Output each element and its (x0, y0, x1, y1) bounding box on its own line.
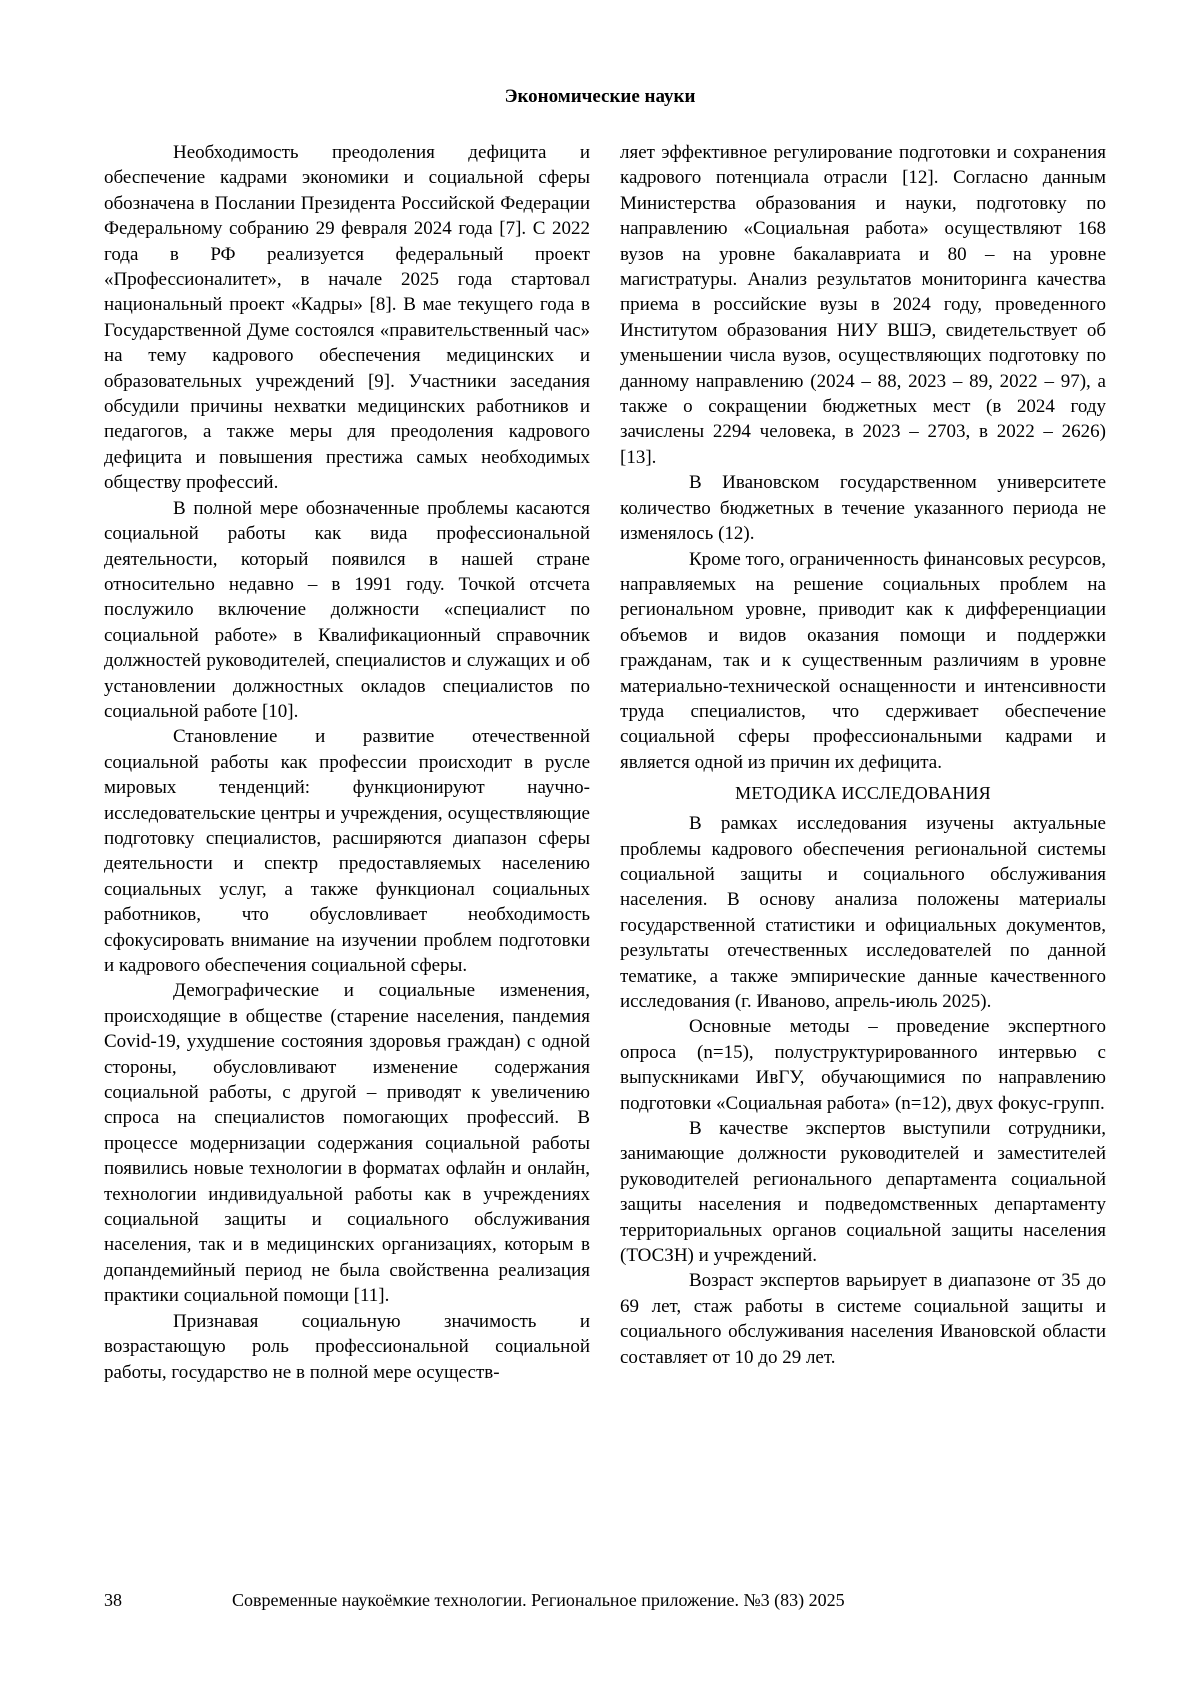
paragraph: В рамках исследования изучены актуальные проблемы кадрового обеспечения региональной системы социальной защиты и социального обслуживания населения. В основу анализа положены материалы государственной статистики и официальных документов, результаты отечественных исследователей по данной тематике, а также эмпирические данные качественного исследования (г. Иваново, апрель-июль 2025). (620, 813, 1106, 1012)
section-title: Экономические науки (504, 86, 696, 107)
journal-title: Современные наукоёмкие технологии. Региональное приложение. №3 (83) 2025 (232, 1590, 845, 1610)
paragraph: Становление и развитие отечественной социальной работы как профессии происходит в русле мировых тенденций: функционируют научно-исследовательские центры и учреждения, осуществляющие подготовку специалистов, расширяются диапазон сферы деятельности и спектр предоставляемых населению социальных услуг, а также функционал социальных работников, что обусловливает необходимость сфокусировать внимание на изучении проблем подготовки и кадрового обеспечения социальной сферы. (104, 726, 590, 976)
section-heading-methods: МЕТОДИКА ИССЛЕДОВАНИЯ (735, 783, 991, 804)
paragraph: В полной мере обозначенные проблемы касаются социальной работы как вида профессиональной деятельности, который появился в нашей стране относительно недавно – в 1991 году. Точкой отсчета послужило включение должности «специалист по социальной работе» в Квалификационный справочник должностей руководителей, специалистов и служащих и об установлении должностных окладов специалистов по социальной работе [10]. (104, 497, 590, 722)
paragraph: Демографические и социальные изменения, происходящие в обществе (старение населения, пандемия Covid-19, ухудшение состояния здоровья граждан) с одной стороны, обусловливают изменение содержания социальной работы, с другой – приводят к увеличению спроса на специалистов помогающих профессий. В процессе модернизации содержания социальной работы появились новые технологии в форматах офлайн и онлайн, технологии индивидуальной работы как в учреждениях социальной защиты и социального обслуживания населения, так и в медицинских организациях, которым в допандемийный период не была свойственна реализация практики социальной помощи [11]. (104, 980, 590, 1307)
paragraph: Признавая социальную значимость и возрастающую роль профессиональной социальной работы, государство не в полной мере осуществ- (104, 1310, 590, 1383)
paragraph: В качестве экспертов выступили сотрудники, занимающие должности руководителей и заместителей руководителей регионального департамента социальной защиты населения и подведомственных департаменту территориальных органов социальной защиты населения (ТОСЗН) и учреждений. (620, 1118, 1106, 1267)
paragraph: Основные методы – проведение экспертного опроса (n=15), полуструктурированного интервью с выпускниками ИвГУ, обучающимися по направлению подготовки «Социальная работа» (n=12), двух фокус-групп. (620, 1016, 1106, 1114)
paragraph: Возраст экспертов варьирует в диапазоне от 35 до 69 лет, стаж работы в системе социальной защиты и социального обслуживания населения Ивановской области составляет от 10 до 29 лет. (620, 1270, 1106, 1368)
left-column (104, 140, 590, 1385)
paragraph: Кроме того, ограниченность финансовых ресурсов, направляемых на решение социальных проблем на региональном уровне, приводит как к дифференциации объемов и видов оказания помощи и поддержки гражданам, так и к существенным различиям в уровне материально-технической оснащенности и интенсивности труда специалистов, что сдерживает обеспечение социальной сферы профессиональными кадрами и является одной из причин их дефицита. (620, 548, 1106, 773)
paragraph-continued: ляет эффективное регулирование подготовки и сохранения кадрового потенциала отрасли [12]. Согласно данным Министерства образования и науки, подготовку по направлению «Социальная работа» осуществляют 168 вузов на уровне бакалавриата и 80 – на уровне магистратуры. Анализ результатов мониторинга качества приема в российские вузы в 2024 году, проведенного Институтом образования НИУ ВШЭ, свидетельствует об уменьшении числа вузов, осуществляющих подготовку по данному направлению (2024 – 88, 2023 – 89, 2022 – 97), а также о сокращении бюджетных мест (в 2024 году зачислены 2294 человека, в 2023 – 2703, в 2022 – 2626) [13]. (620, 142, 1106, 468)
paragraph: Необходимость преодоления дефицита и обеспечение кадрами экономики и социальной сферы обозначена в Послании Президента Российской Федерации Федеральному собранию 29 февраля 2024 года [7]. С 2022 года в РФ реализуется федеральный проект «Профессионалитет», в начале 2025 года стартовал национальный проект «Кадры» [8]. В мае текущего года в Государственной Думе состоялся «правительственный час» на тему кадрового обеспечения медицинских и образовательных учреждений [9]. Участники заседания обсудили причины нехватки медицинских работников и педагогов, а также меры для преодоления кадрового дефицита и повышения престижа самых необходимых обществу профессий. (104, 142, 590, 494)
page-number: 38 (104, 1590, 122, 1610)
right-column (620, 140, 1106, 1370)
paragraph: В Ивановском государственном университете количество бюджетных в течение указанного периода не изменялось (12). (620, 472, 1106, 545)
